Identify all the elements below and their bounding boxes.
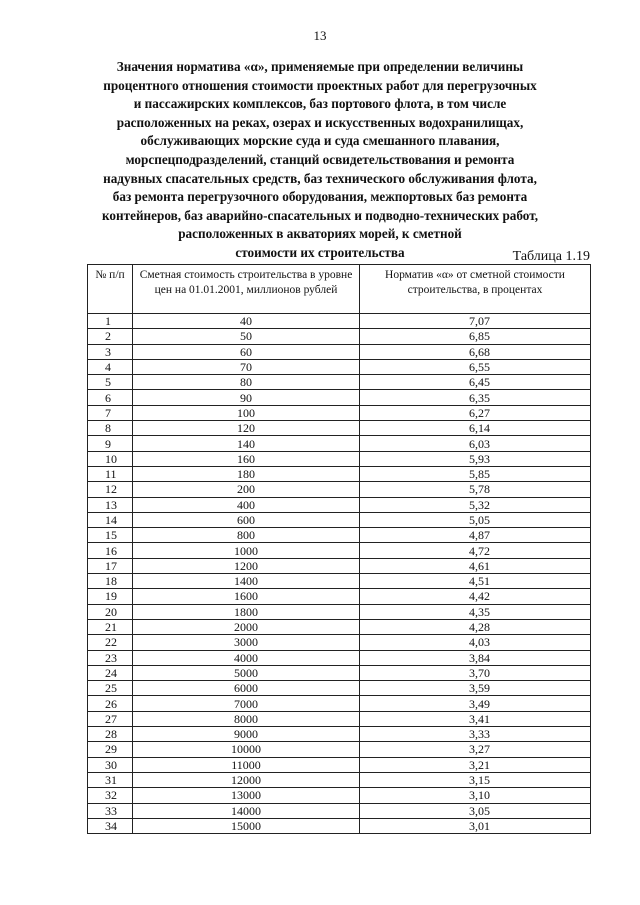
row-cost: 9000 [133,727,360,742]
table-row [88,359,591,374]
row-number: 6 [88,390,133,405]
row-norm: 3,49 [360,696,591,711]
row-norm: 6,03 [360,436,591,451]
row-cost: 70 [133,359,360,374]
table-row [88,818,591,833]
row-norm: 6,68 [360,344,591,359]
row-number: 25 [88,681,133,696]
norm-table [87,264,591,834]
title-line: процентного отношения стоимости проектных работ для перегрузочных [103,77,537,93]
table-row [88,665,591,680]
row-norm: 3,59 [360,681,591,696]
row-cost: 1600 [133,589,360,604]
row-number: 15 [88,528,133,543]
row-number: 28 [88,727,133,742]
row-norm: 4,28 [360,619,591,634]
table-row [88,390,591,405]
row-cost: 1200 [133,558,360,573]
table-row [88,619,591,634]
row-number: 33 [88,803,133,818]
title-line: расположенных на реках, озерах и искусственных водохранилищах, [116,114,524,130]
row-cost: 4000 [133,650,360,665]
row-norm: 4,42 [360,589,591,604]
title-line: и пассажирских комплексов, баз портового флота, в том числе [133,96,507,112]
row-norm: 3,01 [360,818,591,833]
row-number: 1 [88,314,133,329]
row-cost: 120 [133,421,360,436]
table-row [88,711,591,726]
row-number: 31 [88,772,133,787]
table-row [88,405,591,420]
row-norm: 3,84 [360,650,591,665]
row-number: 29 [88,742,133,757]
row-cost: 7000 [133,696,360,711]
row-norm: 4,35 [360,604,591,619]
row-norm: 3,15 [360,772,591,787]
row-number: 3 [88,344,133,359]
row-norm: 4,87 [360,528,591,543]
row-number: 5 [88,375,133,390]
table-row [88,482,591,497]
header-norm: Норматив «α» от сметной стоимости строительства, в процентах [360,265,591,314]
table-row [88,589,591,604]
table-row [88,512,591,527]
row-number: 24 [88,665,133,680]
row-cost: 12000 [133,772,360,787]
title-line: морспецподразделений, станций освидетельствования и ремонта [125,151,515,167]
row-cost: 11000 [133,757,360,772]
row-cost: 14000 [133,803,360,818]
table-row [88,451,591,466]
row-number: 21 [88,619,133,634]
row-number: 2 [88,329,133,344]
row-norm: 4,72 [360,543,591,558]
table-row [88,696,591,711]
row-number: 20 [88,604,133,619]
row-norm: 6,85 [360,329,591,344]
row-norm: 3,21 [360,757,591,772]
row-number: 26 [88,696,133,711]
table-row [88,727,591,742]
row-cost: 5000 [133,665,360,680]
row-cost: 1000 [133,543,360,558]
row-number: 32 [88,788,133,803]
row-cost: 3000 [133,635,360,650]
row-number: 13 [88,497,133,512]
title-line: стоимости их строительства [235,244,405,260]
table-row [88,742,591,757]
row-number: 10 [88,451,133,466]
row-norm: 5,05 [360,512,591,527]
row-cost: 160 [133,451,360,466]
table-row [88,803,591,818]
title-line: баз ремонта перегрузочного оборудования, межпортовых баз ремонта [112,189,528,205]
row-norm: 4,51 [360,574,591,589]
header-number: № п/п [88,265,133,314]
row-number: 9 [88,436,133,451]
row-cost: 600 [133,512,360,527]
row-norm: 6,14 [360,421,591,436]
row-number: 22 [88,635,133,650]
row-number: 30 [88,757,133,772]
table-row [88,436,591,451]
row-number: 17 [88,558,133,573]
row-cost: 80 [133,375,360,390]
row-cost: 40 [133,314,360,329]
row-number: 18 [88,574,133,589]
row-cost: 8000 [133,711,360,726]
row-norm: 3,27 [360,742,591,757]
row-number: 14 [88,512,133,527]
title-line: контейнеров, баз аварийно-спасательных и подводно-технических работ, [102,207,538,223]
table-row [88,466,591,481]
table-row [88,558,591,573]
table-row [88,757,591,772]
table-row [88,650,591,665]
table-row [88,421,591,436]
row-number: 11 [88,466,133,481]
row-norm: 5,85 [360,466,591,481]
row-cost: 90 [133,390,360,405]
table-row [88,375,591,390]
table-row [88,574,591,589]
row-cost: 1400 [133,574,360,589]
row-cost: 1800 [133,604,360,619]
table-row [88,314,591,329]
table-label: Таблица 1.19 [512,249,590,264]
row-cost: 50 [133,329,360,344]
row-cost: 140 [133,436,360,451]
table-header-row [88,265,591,314]
row-norm: 6,35 [360,390,591,405]
title-line: надувных спасательных средств, баз технического обслуживания флота, [103,170,537,186]
row-number: 7 [88,405,133,420]
table-row [88,681,591,696]
table-row [88,497,591,512]
row-cost: 13000 [133,788,360,803]
row-norm: 3,33 [360,727,591,742]
row-number: 16 [88,543,133,558]
row-norm: 6,45 [360,375,591,390]
row-cost: 400 [133,497,360,512]
row-cost: 6000 [133,681,360,696]
row-norm: 5,93 [360,451,591,466]
row-norm: 5,32 [360,497,591,512]
table-row [88,543,591,558]
page-number: 13 [313,28,327,43]
table-row [88,604,591,619]
row-norm: 6,27 [360,405,591,420]
row-norm: 5,78 [360,482,591,497]
row-norm: 6,55 [360,359,591,374]
row-number: 4 [88,359,133,374]
row-number: 8 [88,421,133,436]
table-row [88,635,591,650]
table-row [88,772,591,787]
row-cost: 2000 [133,619,360,634]
row-cost: 100 [133,405,360,420]
row-norm: 7,07 [360,314,591,329]
row-norm: 3,70 [360,665,591,680]
row-number: 23 [88,650,133,665]
row-cost: 180 [133,466,360,481]
title-line: обслуживающих морские суда и суда смешанного плавания, [140,133,500,149]
row-norm: 3,41 [360,711,591,726]
row-cost: 10000 [133,742,360,757]
row-cost: 800 [133,528,360,543]
row-norm: 4,03 [360,635,591,650]
row-number: 12 [88,482,133,497]
header-cost: Сметная стоимость строительства в уровне цен на 01.01.2001, миллионов рублей [133,265,360,314]
row-norm: 3,10 [360,788,591,803]
table-body [88,314,591,834]
row-cost: 15000 [133,818,360,833]
table-row [88,528,591,543]
table-row [88,329,591,344]
table-row [88,344,591,359]
row-norm: 3,05 [360,803,591,818]
document-title [70,58,570,263]
title-line: расположенных в акваториях морей, к сметной [178,226,462,242]
row-cost: 200 [133,482,360,497]
row-cost: 60 [133,344,360,359]
title-line: Значения норматива «α», применяемые при определении величины [116,59,524,74]
table-row [88,788,591,803]
row-number: 27 [88,711,133,726]
row-number: 34 [88,818,133,833]
row-number: 19 [88,589,133,604]
row-norm: 4,61 [360,558,591,573]
